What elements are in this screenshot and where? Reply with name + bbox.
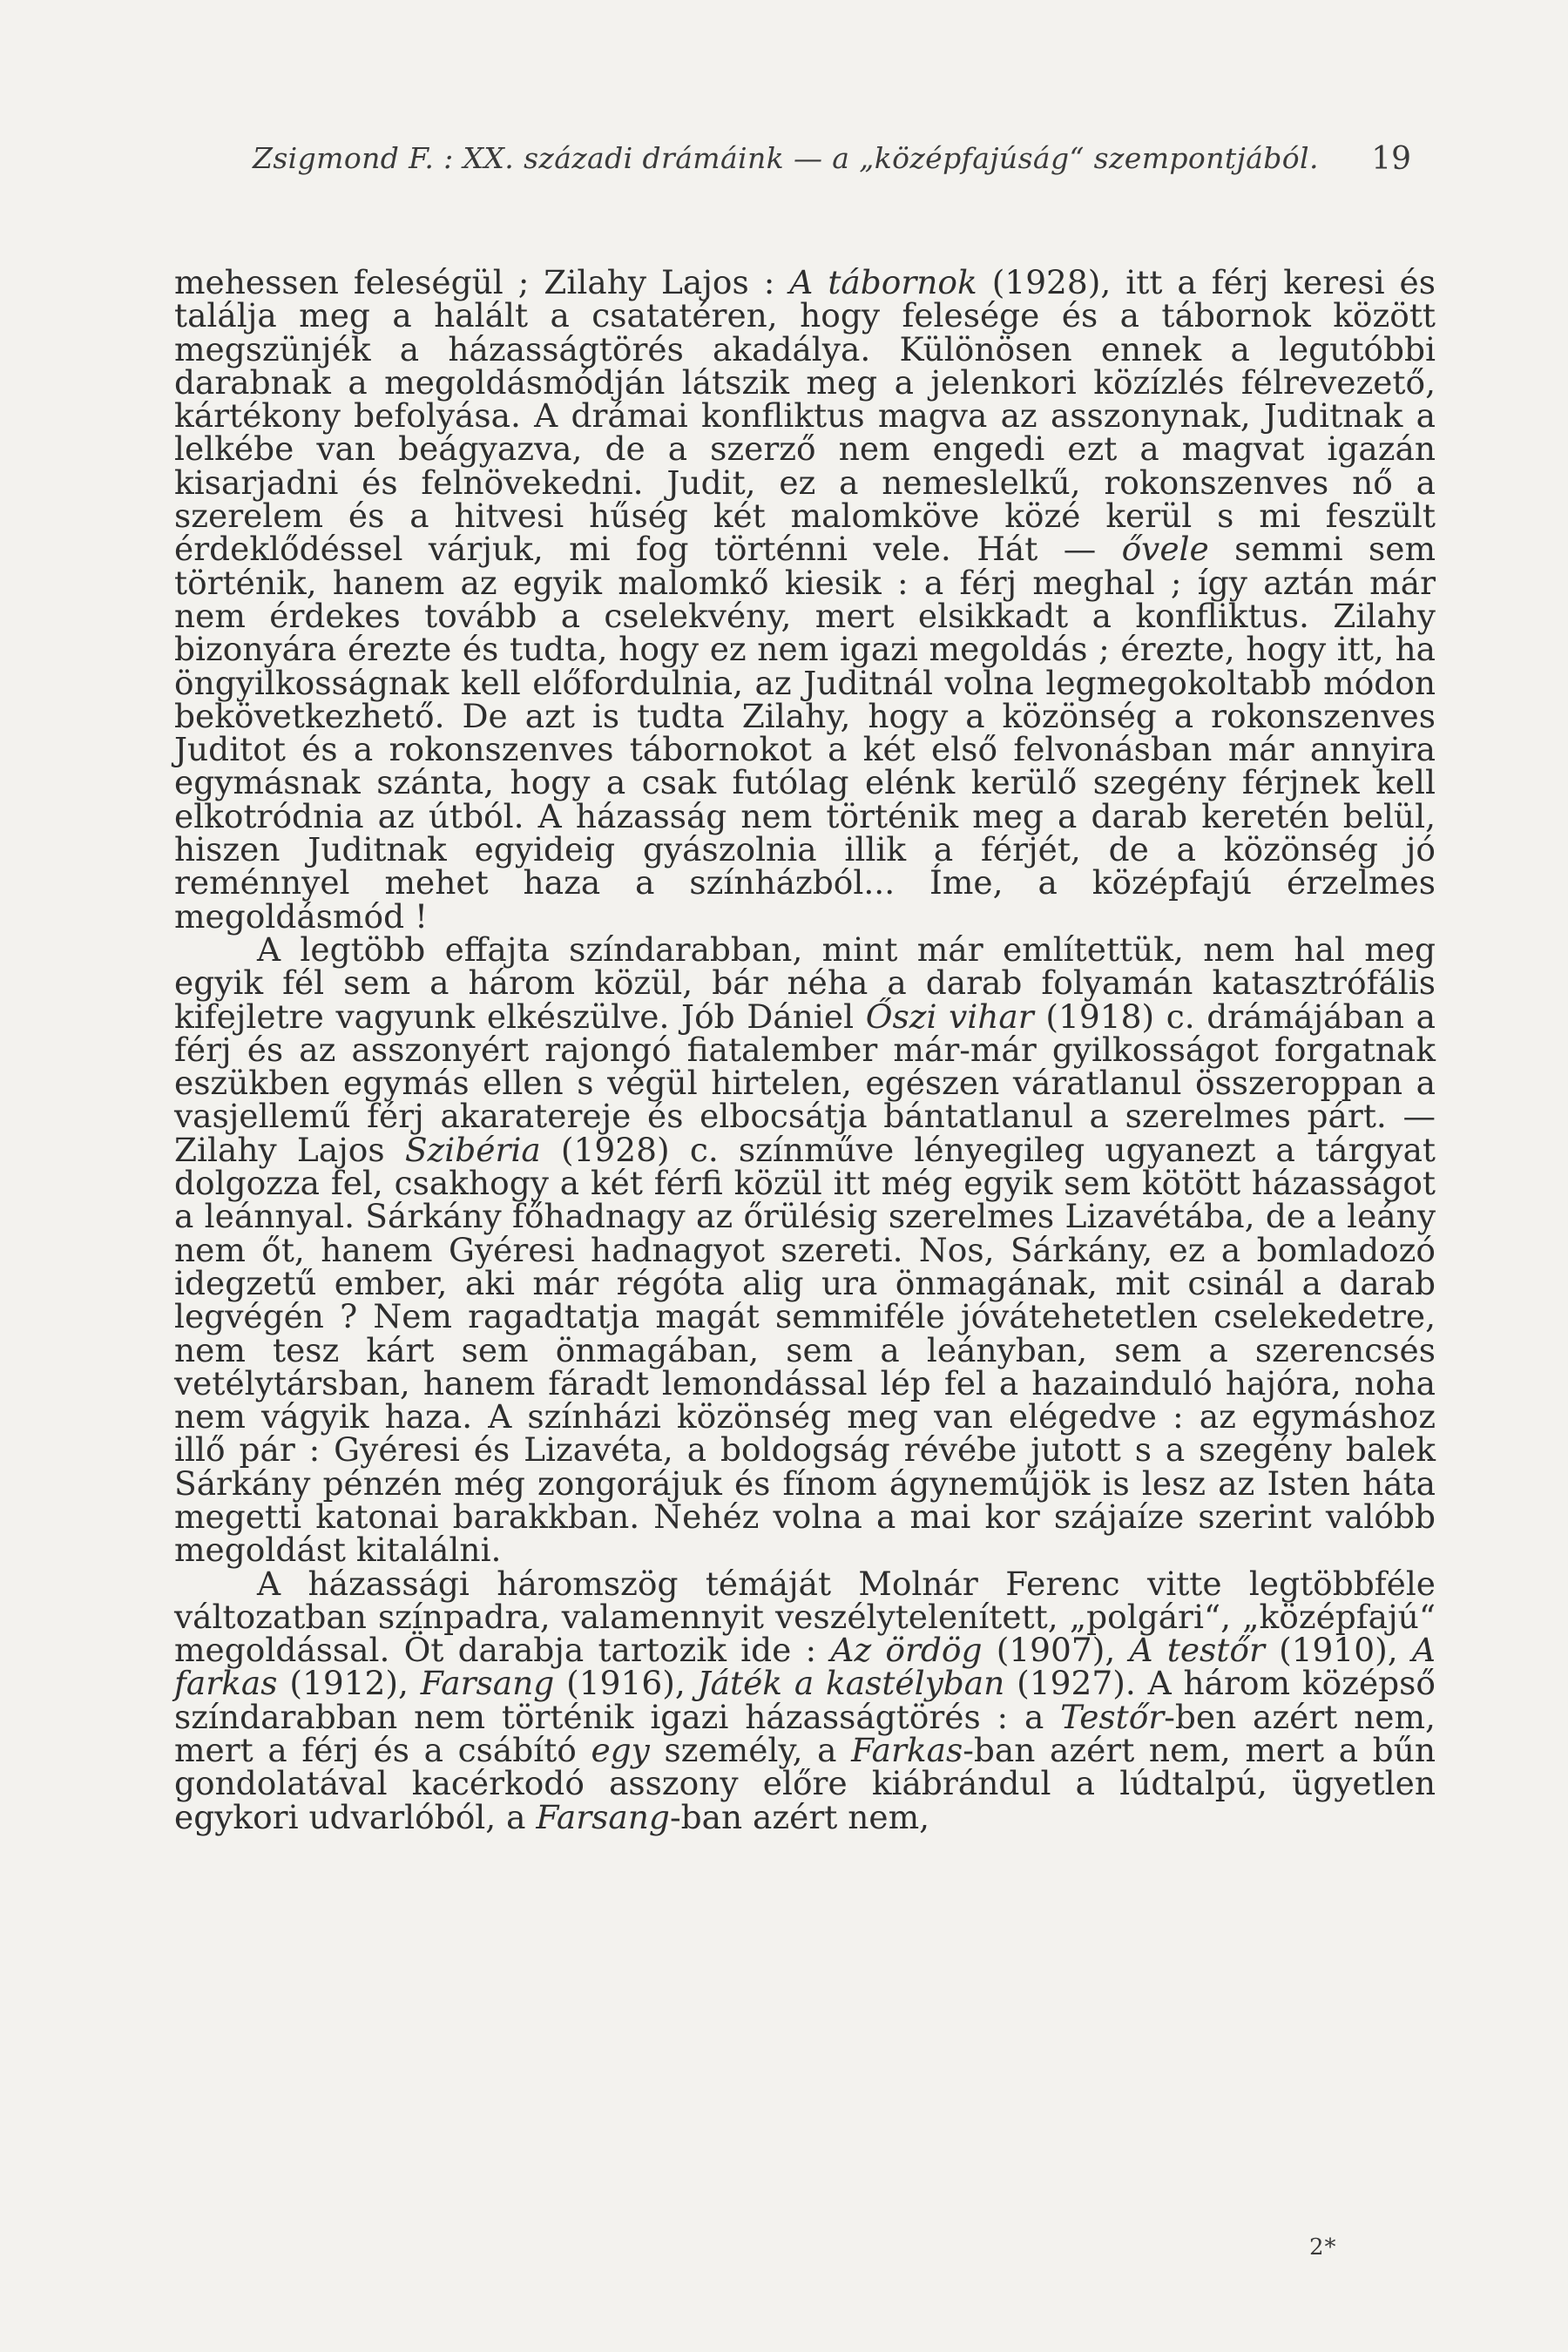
text-run: (1916), [554,1664,698,1703]
running-title: Zsigmond F. : XX. századi drámáink — a „középfajúság“ szempontjából. [253,141,1319,175]
text-run: (1928), itt a férj keresi és találja meg a halált a csatatéren, hogy felesége és a tábornok között megszünjék a házasságtörés akadálya. Különösen ennek a legutóbbi darabnak a megoldásmódján látszik meg a jelenkori közízlés félrevezető, kártékony befolyása. A drámai konfliktus magva az asszonynak, Juditnak a lelkébe van beágyazva, de a szerző nem engedi ezt a magvat igazán kisarjadni és felnövekedni. Judit, ez a nemeslelkű, rokonszenves nő a szerelem és a hitvesi hűség két malomköve közé kerül s mi feszült érdeklődéssel várjuk, mi fog történni vele. Hát — [174,263,1436,569]
running-header [253,141,1411,193]
text-run: (1927). A három középső színdarabban nem történik igazi házasságtörés : a [174,1664,1436,1736]
paragraph [174,263,1436,936]
italic-title: Őszi vihar [865,997,1034,1036]
italic-title: A testőr [1129,1631,1265,1670]
text-run: (1928) c. színműve lényegileg ugyanezt a tárgyat dolgozza fel, csakhogy a két férfi közül itt még egyik sem kötött házasságot a leánnyal. Sárkány főhadnagy az őrülésig szerelmes Lizavétába, de a leány nem őt, hanem Gyéresi hadnagyot szereti. Nos, Sárkány, ez a bomladozó idegzetű ember, aki már régóta alig ura önmagának, mit csinál a darab legvégén ? Nem ragadtatja magát semmiféle jóvátehetetlen cselekedetre, nem tesz kárt sem önmagában, sem a leányban, sem a szerencsés vetélytársban, hanem fáradt lemondással lép fel a hazainduló hajóra, noha nem vágyik haza. A színházi közönség meg van elégedve : az egymáshoz illő pár : Gyéresi és Lizavéta, a boldogság révébe jutott s a szegény balek Sárkány pénzén még zongorájuk és fínom ágyneműjök is lesz az Isten háta megetti katonai barakkban. Nehéz volna a mai kor szájaíze szerint valóbb megoldást kitalálni. [174,1130,1436,1570]
italic-title: Az ördög [830,1631,983,1670]
paragraph [174,1564,1436,1836]
text-run: semmi sem történik, hanem az egyik malomkő kiesik : a férj meghal ; így aztán már nem érdekes tovább a cselekvény, mert elsikkadt a konfliktus. Zilahy bizonyára érezte és tudta, hogy ez nem igazi megoldás ; érezte, hogy itt, ha öngyilkosságnak kell előfordulnia, az Juditnál volna legmegokoltabb módon bekövetkezhető. De azt is tudta Zilahy, hogy a közönség a rokonszenves Juditot és a rokonszenves tábornokot a két első felvonásban már annyira egymásnak szánta, hogy a csak futólag elénk kerülő szegény férjnek kell elkotródnia az útból. A házasság nem történik meg a darab keretén belül, hiszen Juditnak egyideig gyászolnia illik a férjét, de a közönség jó reménnyel mehet haza a színházból... Íme, a középfajú érzelmes megoldásmód ! [174,530,1436,936]
italic-title: Farsang [420,1664,555,1703]
italic-title: Farsang [536,1797,670,1836]
italic-title: Játék a kastélyban [697,1664,1005,1703]
text-run: -ban azért nem, [669,1797,930,1836]
italic-title: A farkas [174,1631,1436,1703]
italic-title: egy [591,1731,650,1770]
italic-title: A tábornok [789,263,977,301]
paragraph [174,929,1436,1570]
text-run: -ben azért nem, mert a férj és a csábító [174,1697,1436,1770]
text-run: (1918) c. drámájában a férj és az asszonyért rajongó fiatalember már-már gyilkosságot forgatnak eszükben egymás ellen s végül hirtelen, egészen váratlanul összeroppan a vasjellemű férj akaratereje és elbocsátja bántatlanul a szerelmes párt. — Zilahy Lajos [174,997,1436,1169]
italic-title: Farkas [851,1731,963,1770]
italic-title: ővele [1121,530,1209,569]
text-run: (1910), [1264,1631,1412,1670]
body-text [174,263,1436,1836]
text-run: A legtöbb effajta színdarabban, mint már említettük, nem hal meg egyik fél sem a három közül, bár néha a darab folyamán katasztrófális kifejletre vagyunk elkészülve. Jób Dániel [174,929,1436,1036]
italic-title: Testőr [1060,1697,1165,1736]
page-number: 19 [1371,141,1411,177]
text-run: (1912), [277,1664,421,1703]
text-run: (1907), [982,1631,1130,1670]
text-run: személy, a [649,1731,852,1770]
signature-mark: 2* [1309,2234,1337,2261]
text-run: A házassági háromszög témáját Molnár Ferenc vitte legtöbbféle változatban színpadra, valamennyit veszélytelenített, „polgári“, „középfajú“ megoldással. Öt darabja tartozik ide : [174,1564,1436,1670]
text-run: mehessen feleségül ; Zilahy Lajos : [174,263,790,301]
italic-title: Szibéria [404,1130,541,1169]
text-run: -ban azért nem, mert a bűn gondolatával kacérkodó asszony előre kiábrándul a lúdtalpú, ügyetlen egykori udvarlóból, a [174,1731,1436,1836]
